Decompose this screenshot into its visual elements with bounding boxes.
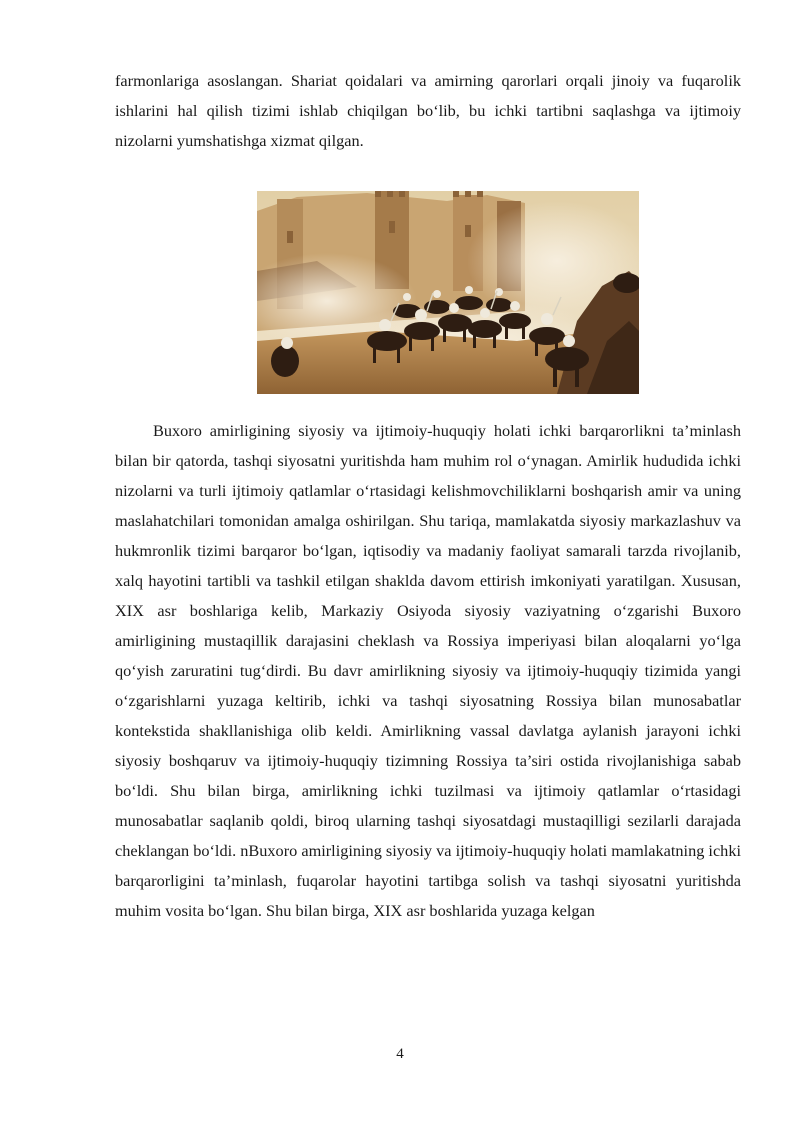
paragraph-continued: farmonlariga asoslangan. Shariat qoidalari va amirning qarorlari orqali jinoiy va fuqarolik ishlarini hal qilish tizimi ishlab chiqilgan bo‘lib, bu ichki tartibni saqlashga va ijtimoiy nizolarni yumshatishga xizmat qilgan. (115, 71, 741, 150)
battle-illustration (257, 191, 639, 394)
page-number: 4 (396, 1046, 404, 1062)
battle-scene-image (257, 191, 639, 394)
paragraph-main: Buxoro amirligining siyosiy va ijtimoiy-huquqiy holati ichki barqarorlikni ta’minlash bilan bir qatorda, tashqi siyosatni yuritishda ham muhim rol o‘ynagan. Amirlik hududida ichki nizolarni va turli ijtimoiy qatlamlar o‘rtasidagi kelishmovchiliklarni boshqarish amir va uning maslahatchilari tomonidan amalga oshirilgan. Shu tariqa, mamlakatda siyosiy markazlashuv va hukmronlik tizimi barqaror bo‘lgan, iqtisodiy va madaniy faoliyat samarali tarzda rivojlanib, xalq hayotini tartibli va tashkil etilgan shaklda davom ettirish imkoniyati yaratilgan. Xususan, XIX asr boshlariga kelib, Markaziy Osiyoda siyosiy vaziyatning o‘zgarishi Buxoro amirligining mustaqillik darajasini cheklash va Rossiya imperiyasi bilan aloqalarni yo‘lga qo‘yish zaruratini tug‘dirdi. Bu davr amirlikning siyosiy va ijtimoiy-huquqiy tizimida yangi o‘zgarishlarni yuzaga keltirib, ichki va tashqi siyosatning Rossiya bilan munosabatlar kontekstida shakllanishiga olib keldi. Amirlikning vassal davlatga aylanish jarayoni ichki siyosiy boshqaruv va ijtimoiy-huquqiy tizimning Rossiya ta’siri ostida rivojlanishiga sabab bo‘ldi. Shu bilan birga, amirlikning ichki tuzilmasi va ijtimoiy qatlamlar o‘rtasidagi munosabatlar saqlanib qoldi, biroq ularning tashqi siyosatdagi mustaqilligi sezilarli darajada cheklangan bo‘ldi. nBuxoro amirligining siyosiy va ijtimoiy-huquqiy holati mamlakatning ichki barqarorligini ta’minlash, fuqarolar hayotini tartibga solish va tashqi siyosatni yuritishda muhim vosita bo‘lgan. Shu bilan birga, XIX asr boshlarida yuzaga kelgan (115, 421, 741, 920)
